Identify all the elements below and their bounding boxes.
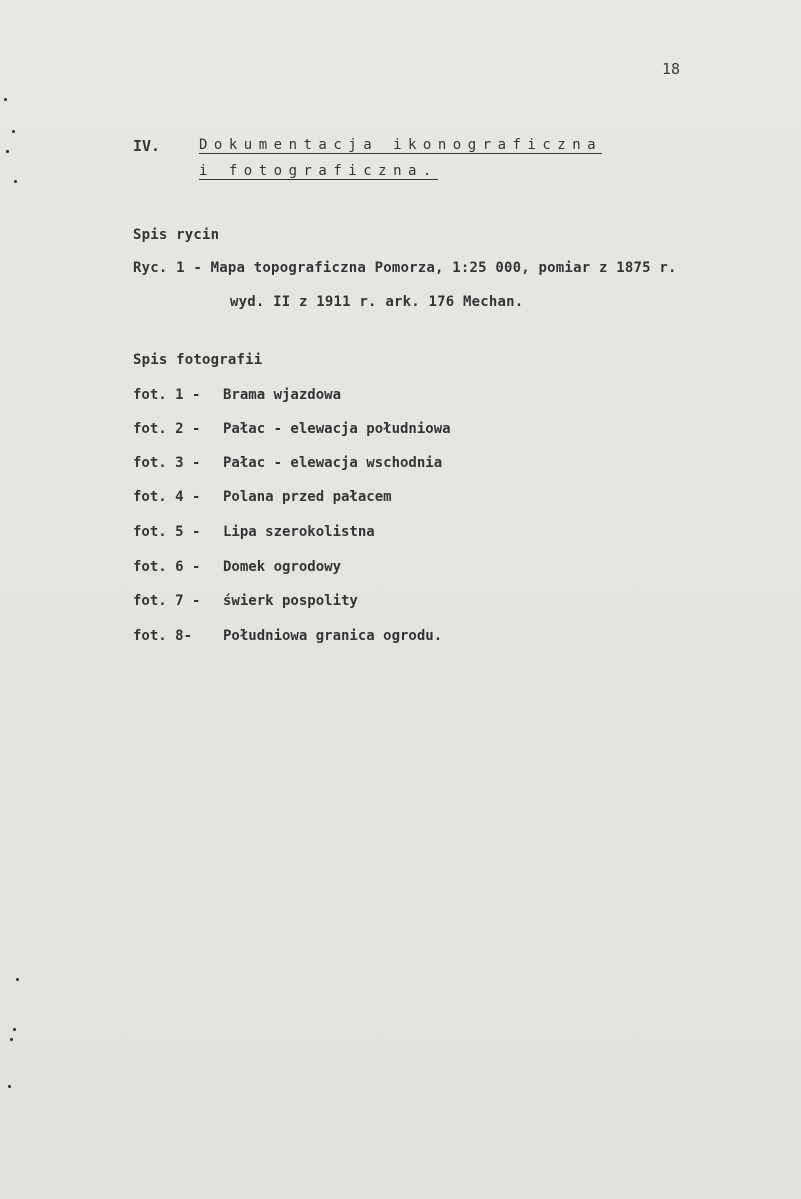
section-number: IV.: [133, 137, 161, 155]
photo-item-prefix: fot. 4 -: [133, 489, 201, 505]
photo-list-item: [133, 628, 442, 644]
photo-item-text: Polana przed pałacem: [223, 489, 392, 505]
photo-item-prefix: fot. 5 -: [133, 524, 201, 540]
photo-list-item: [133, 421, 451, 437]
section-title-line-1: Dokumentacja ikonograficzna: [199, 137, 603, 153]
photo-list-item: [133, 593, 358, 609]
figure-entry-line-1: Ryc. 1 - Mapa topograficzna Pomorza, 1:25 000, pomiar z 1875 r.: [133, 260, 677, 276]
photo-list-item: [133, 489, 392, 505]
photo-item-text: Pałac - elewacja południowa: [223, 421, 451, 437]
photo-item-text: Lipa szerokolistna: [223, 524, 375, 540]
scan-mark: [13, 1028, 16, 1031]
page-number: 18: [662, 60, 681, 78]
photo-item-text: Pałac - elewacja wschodnia: [223, 455, 443, 471]
scan-mark: [8, 1085, 11, 1088]
photo-list-item: [133, 455, 442, 471]
figure-entry-line-2: wyd. II z 1911 r. ark. 176 Mechan.: [230, 294, 524, 310]
photo-item-text: Brama wjazdowa: [223, 387, 342, 403]
photo-item-prefix: fot. 8-: [133, 628, 193, 644]
photo-item-text: Południowa granica ogrodu.: [223, 628, 443, 644]
scan-mark: [14, 180, 17, 183]
figures-heading: Spis rycin: [133, 227, 220, 243]
photo-item-text: świerk pospolity: [223, 593, 358, 609]
photo-item-prefix: fot. 3 -: [133, 455, 201, 471]
photo-list-item: [133, 559, 341, 575]
scan-mark: [16, 978, 19, 981]
scan-mark: [12, 130, 15, 133]
section-title-line-2: i fotograficzna.: [199, 163, 438, 179]
photo-list-item: [133, 387, 341, 403]
photo-item-prefix: fot. 2 -: [133, 421, 201, 437]
photo-list-item: [133, 524, 375, 540]
photo-item-prefix: fot. 7 -: [133, 593, 201, 609]
scan-mark: [4, 98, 7, 101]
scan-mark: [6, 150, 9, 153]
photo-item-prefix: fot. 6 -: [133, 559, 201, 575]
scan-mark: [10, 1038, 13, 1041]
photos-heading: Spis fotografii: [133, 352, 263, 368]
photo-item-text: Domek ogrodowy: [223, 559, 342, 575]
photo-item-prefix: fot. 1 -: [133, 387, 201, 403]
